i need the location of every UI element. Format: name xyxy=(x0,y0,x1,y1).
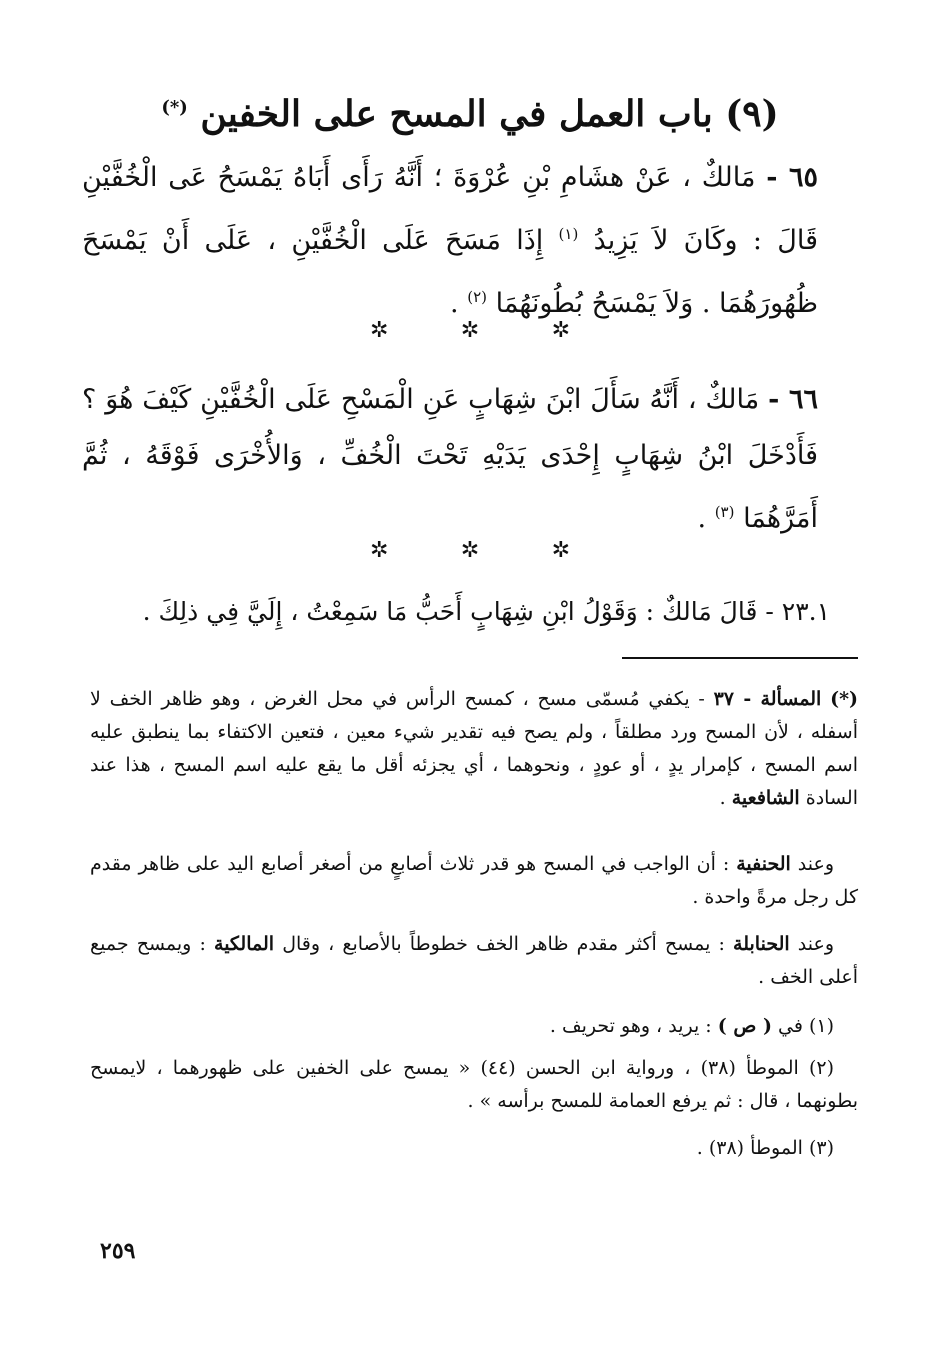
page-number: ٢٥٩ xyxy=(100,1238,136,1264)
footnote-hanafi-term: الحنفية xyxy=(736,853,791,875)
hadith-65-number: ٦٥ - xyxy=(766,162,818,193)
saying-text: قَالَ مَالكٌ : وَقَوْلُ ابْنِ شِهَابٍ أَحَبُّ مَا سَمِعْتُ ، إِلَيَّ فِي ذلِكَ . xyxy=(142,597,758,626)
hadith-65-text-part-1: مَالكٌ ، عَنْ هشَامِ بْنِ عُرْوَةَ ؛ أَنَّهُ رَأَى أَبَاهُ يَمْسَحُ عَى الْخُفَّيْنِ قَالَ : وكَانَ لاَ يَزِيدُ xyxy=(82,162,818,256)
star-icon: ✲ xyxy=(551,318,570,343)
footnote-hanafi-prefix: وعند xyxy=(797,853,834,875)
hadith-65-text-part-2: إِذَا مَسَحَ عَلَى الْخُفَّيْنِ ، عَلَى أَنْ يَمْسَحَ ظُهُورَهُمَا . وَلاَ يَمْسَحُ بُطُونَهُمَا xyxy=(82,225,818,319)
hadith-66-number: ٦٦ - xyxy=(768,384,819,415)
footnote-3-text: (٣) الموطأ (٣٨) . xyxy=(696,1137,834,1159)
footnote-main-heading: المسألة - ٣٧ xyxy=(713,688,822,710)
hadith-66-text: مَالكٌ ، أَنَّهُ سَأَلَ ابْنَ شِهَابٍ عَنِ الْمَسْحِ عَلَى الْخُفَّيْنِ كَيْفَ هُوَ ؟ فَأَدْخَلَ ابْنُ شِهَابٍ إِحْدَى يَدَيْهِ تَحْتَ الْخُفِّ ، وَالأُخْرَى فَوْقَهُ ، ثُمَّ أَمَرَّهُمَا xyxy=(82,384,818,534)
footnote-hanbali-term: الحنابلة xyxy=(733,933,790,955)
chapter-title xyxy=(120,82,820,140)
footnote-main-bold-term: الشافعية xyxy=(731,787,800,809)
star-icon: ✲ xyxy=(460,318,480,343)
footnote-main-text: - يكفي مُسمّى مسح ، كمسح الرأس في محل الغرض ، وهو ظاهر الخف لا أسفله ، لأن المسح ورد مطلقاً ، ولم يصح فيه تقدير شيء معين ، فتعين الاكتفاء بما ينطبق عليه اسم المسح ، كإمرار يدٍ ، أو عودٍ ، ونحوهما ، أي يجزئه أقل ما يقع عليه اسم المسح ، هذا عند السادة xyxy=(90,688,858,809)
footnote-hanbali-prefix: وعند xyxy=(797,933,834,955)
footnote-2-text: (٢) الموطأ (٣٨) ، ورواية ابن الحسن (٤٤) « يمسح على الخفين على ظهورهما ، لايمسح بطونهما ، قال : ثم يرفع العمامة للمسح برأسه » . xyxy=(90,1057,858,1112)
separator-stars-1 xyxy=(370,318,570,344)
malik-saying xyxy=(130,590,830,634)
footnote-hanbali xyxy=(90,928,858,994)
hadith-66 xyxy=(82,372,818,547)
hadith-65-ref-1: (١) xyxy=(558,225,579,243)
footnote-1-text: : يريد ، وهو تحريف . xyxy=(549,1015,712,1037)
hadith-65-end: . xyxy=(450,288,459,319)
footnote-1-prefix: (١) في xyxy=(777,1015,834,1037)
footnote-maliki-term: المالكية xyxy=(214,933,275,955)
hadith-66-ref-3: (٣) xyxy=(714,503,735,521)
footnote-main-marker: (*) xyxy=(830,688,859,710)
footnote-divider xyxy=(622,657,858,659)
chapter-title-text: (٩) باب العمل في المسح على الخفين xyxy=(200,93,779,135)
star-icon: ✲ xyxy=(460,538,480,563)
footnote-main xyxy=(90,683,858,815)
star-icon: ✲ xyxy=(370,318,389,343)
footnote-main-end: . xyxy=(719,787,726,809)
hadith-66-end: . xyxy=(697,503,707,534)
footnote-hanafi-text: : أن الواجب في المسح هو قدر ثلاث أصابعٍ من أصغر أصابع اليد على ظاهر مقدم كل رجل مرةً واحدة . xyxy=(90,853,858,908)
footnote-hanafi xyxy=(90,848,858,914)
hadith-65-ref-2: (٢) xyxy=(467,288,487,306)
footnote-1 xyxy=(90,1010,858,1043)
star-icon: ✲ xyxy=(370,538,389,563)
star-icon: ✲ xyxy=(551,538,570,563)
footnote-3 xyxy=(90,1132,858,1165)
footnote-hanbali-text-1: : يمسح أكثر مقدم ظاهر الخف خطوطاً بالأصابع ، وقال xyxy=(282,933,725,955)
chapter-footnote-marker: (*) xyxy=(161,97,188,118)
footnote-hanbali-text-2: : ويمسح جميع أعلى الخف . xyxy=(90,933,858,988)
footnote-2 xyxy=(90,1052,858,1118)
footnote-1-source: ( ص ) xyxy=(717,1015,772,1037)
hadith-65 xyxy=(82,150,818,332)
saying-number: ٢٣.١ - xyxy=(765,597,830,626)
separator-stars-2 xyxy=(370,538,570,564)
